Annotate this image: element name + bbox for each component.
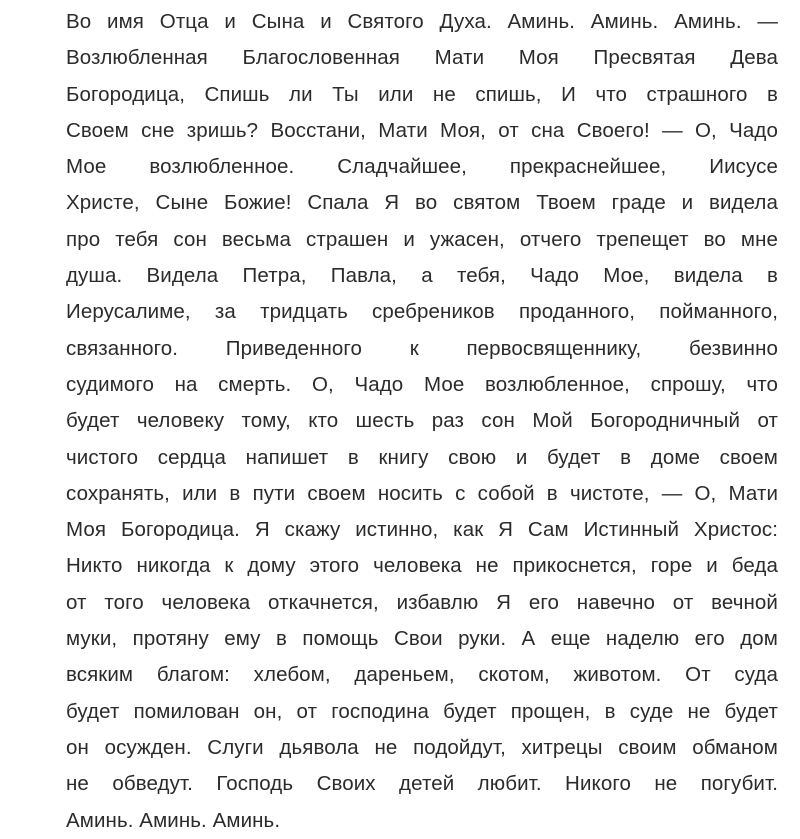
text-line: сохранять, или в пути своем носить с собой в чистоте, — О, Мати: [66, 481, 778, 505]
text-line: чистого сердца напишет в книгу свою и будет в доме своем: [66, 445, 778, 469]
text-line: всяким благом: хлебом, дареньем, скотом, животом. От суда: [66, 663, 778, 687]
text-line: Богородица, Спишь ли Ты или не спишь, И что страшного в: [66, 82, 778, 106]
text-line: не обведут. Господь Своих детей любит. Никого не погубит.: [66, 772, 778, 796]
text-line: будет помилован он, от господина будет прощен, в суде не будет: [66, 699, 778, 723]
text-line: муки, протяну ему в помощь Свои руки. А еще наделю его дом: [66, 627, 778, 651]
text-line: Христе, Сыне Божие! Спала Я во святом Твоем граде и видела: [66, 191, 778, 215]
text-line-final: Аминь. Аминь. Аминь.: [66, 808, 281, 832]
text-line: Своем сне зришь? Восстани, Мати Моя, от сна Своего! — О, Чадо: [66, 118, 778, 142]
text-line: про тебя сон весьма страшен и ужасен, отчего трепещет во мне: [66, 227, 778, 251]
text-line: душа. Видела Петра, Павла, а тебя, Чадо Мое, видела в: [66, 264, 778, 288]
text-line: Возлюбленная Благословенная Мати Моя Пресвятая Дева: [66, 46, 778, 70]
text-line: он осужден. Слуги дьявола не подойдут, хитрецы своим обманом: [66, 735, 778, 759]
text-line: Иерусалиме, за тридцать сребреников проданного, пойманного,: [66, 300, 778, 324]
text-line: от того человека откачнется, избавлю Я его навечно от вечной: [66, 590, 778, 614]
text-line: Моя Богородица. Я скажу истинно, как Я Сам Истинный Христос:: [66, 518, 778, 542]
text-line: судимого на смерть. О, Чадо Мое возлюбленное, спрошу, что: [66, 372, 778, 396]
text-line: связанного. Приведенного к первосвященнику, безвинно: [66, 336, 778, 360]
prayer-text-block: [66, 4, 780, 839]
text-line: Мое возлюбленное. Сладчайшее, прекраснейшее, Иисусе: [66, 155, 778, 179]
text-line: Никто никогда к дому этого человека не прикоснется, горе и беда: [66, 554, 778, 578]
text-line: Во имя Отца и Сына и Святого Духа. Аминь. Аминь. Аминь. —: [66, 10, 778, 33]
text-line: будет человеку тому, кто шесть раз сон Мой Богородничный от: [66, 409, 778, 433]
